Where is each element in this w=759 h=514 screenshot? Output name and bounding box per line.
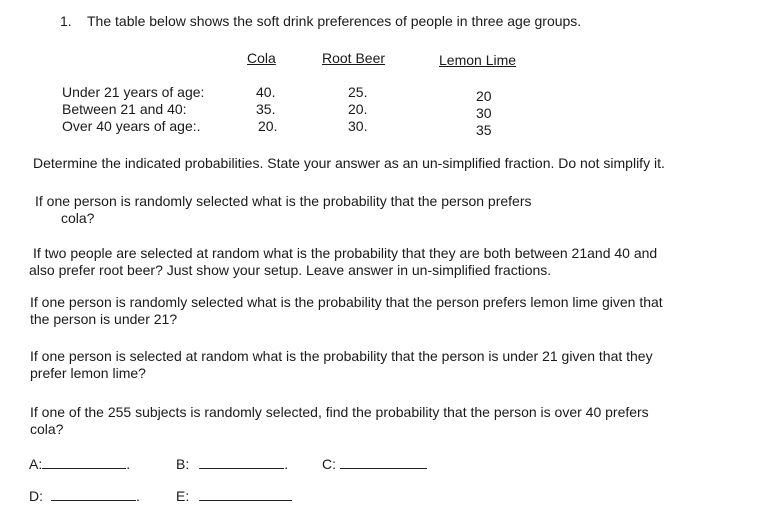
answer-e	[176, 486, 292, 504]
answer-c-label: C:	[322, 456, 336, 472]
question-part-b-line2: also prefer root beer? Just show your setup. Leave answer in un-simplified fractions.	[29, 262, 552, 278]
cell-over40-lemon-lime: 35	[476, 122, 492, 138]
question-number: 1.	[60, 13, 72, 29]
question-intro: The table below shows the soft drink preferences of people in three age groups.	[87, 13, 582, 29]
answer-d-blank[interactable]	[51, 486, 136, 501]
instructions: Determine the indicated probabilities. State your answer as an un-simplified fraction. Do not simplify it.	[33, 155, 665, 171]
answer-a	[29, 454, 130, 472]
cell-21to40-cola: 35.	[256, 101, 276, 117]
question-part-e-line1: If one of the 255 subjects is randomly selected, find the probability that the person is over 40 prefers	[30, 404, 649, 420]
column-header-lemon-lime: Lemon Lime	[439, 52, 517, 68]
row-label-21-to-40: Between 21 and 40:	[62, 101, 187, 117]
cell-under21-cola: 40.	[256, 84, 276, 100]
question-part-c-line2: the person is under 21?	[30, 311, 178, 327]
question-part-c-line1: If one person is randomly selected what is the probability that the person prefers lemon lime given that	[30, 294, 663, 310]
answer-c	[322, 454, 427, 472]
cell-21to40-root-beer: 20.	[348, 101, 368, 117]
question-part-b-line1: If two people are selected at random what is the probability that they are both between 21and 40 and	[33, 245, 658, 261]
answer-d-dot: .	[136, 488, 140, 504]
question-part-a-line1: If one person is randomly selected what is the probability that the person prefers	[35, 193, 532, 209]
question-part-a	[35, 193, 532, 227]
answer-c-blank[interactable]	[340, 454, 427, 469]
question-part-e-line2: cola?	[30, 421, 64, 437]
answer-a-blank[interactable]	[42, 454, 126, 469]
answer-d-label: D:	[29, 488, 43, 504]
answer-b-dot: .	[284, 456, 289, 472]
answer-d	[29, 486, 140, 504]
question-part-a-line2: cola?	[61, 210, 95, 226]
question-part-d-line2: prefer lemon lime?	[30, 365, 146, 381]
answer-e-label: E:	[176, 488, 190, 504]
cell-under21-lemon-lime: 20	[476, 88, 492, 104]
answer-e-blank[interactable]	[199, 486, 292, 501]
question-part-c	[30, 294, 663, 328]
question-part-d-line1: If one person is selected at random what is the probability that the person is under 21 given that they	[30, 348, 653, 364]
answer-b-label: B:	[176, 456, 190, 472]
answer-b-blank[interactable]	[199, 454, 284, 469]
row-label-over-40: Over 40 years of age:.	[62, 118, 201, 134]
cell-under21-root-beer: 25.	[348, 84, 368, 100]
answer-a-dot: .	[126, 456, 131, 472]
answer-a-label: A:	[29, 456, 43, 472]
column-header-cola: Cola	[247, 50, 276, 66]
question-part-d	[30, 348, 653, 382]
cell-over40-cola: 20.	[258, 118, 278, 134]
answer-b	[176, 454, 288, 472]
row-label-under-21: Under 21 years of age:	[62, 84, 205, 100]
cell-21to40-lemon-lime: 30	[476, 105, 492, 121]
question-part-b	[29, 245, 658, 279]
question-part-e	[30, 404, 649, 438]
column-header-root-beer: Root Beer	[322, 50, 386, 66]
cell-over40-root-beer: 30.	[348, 118, 368, 134]
